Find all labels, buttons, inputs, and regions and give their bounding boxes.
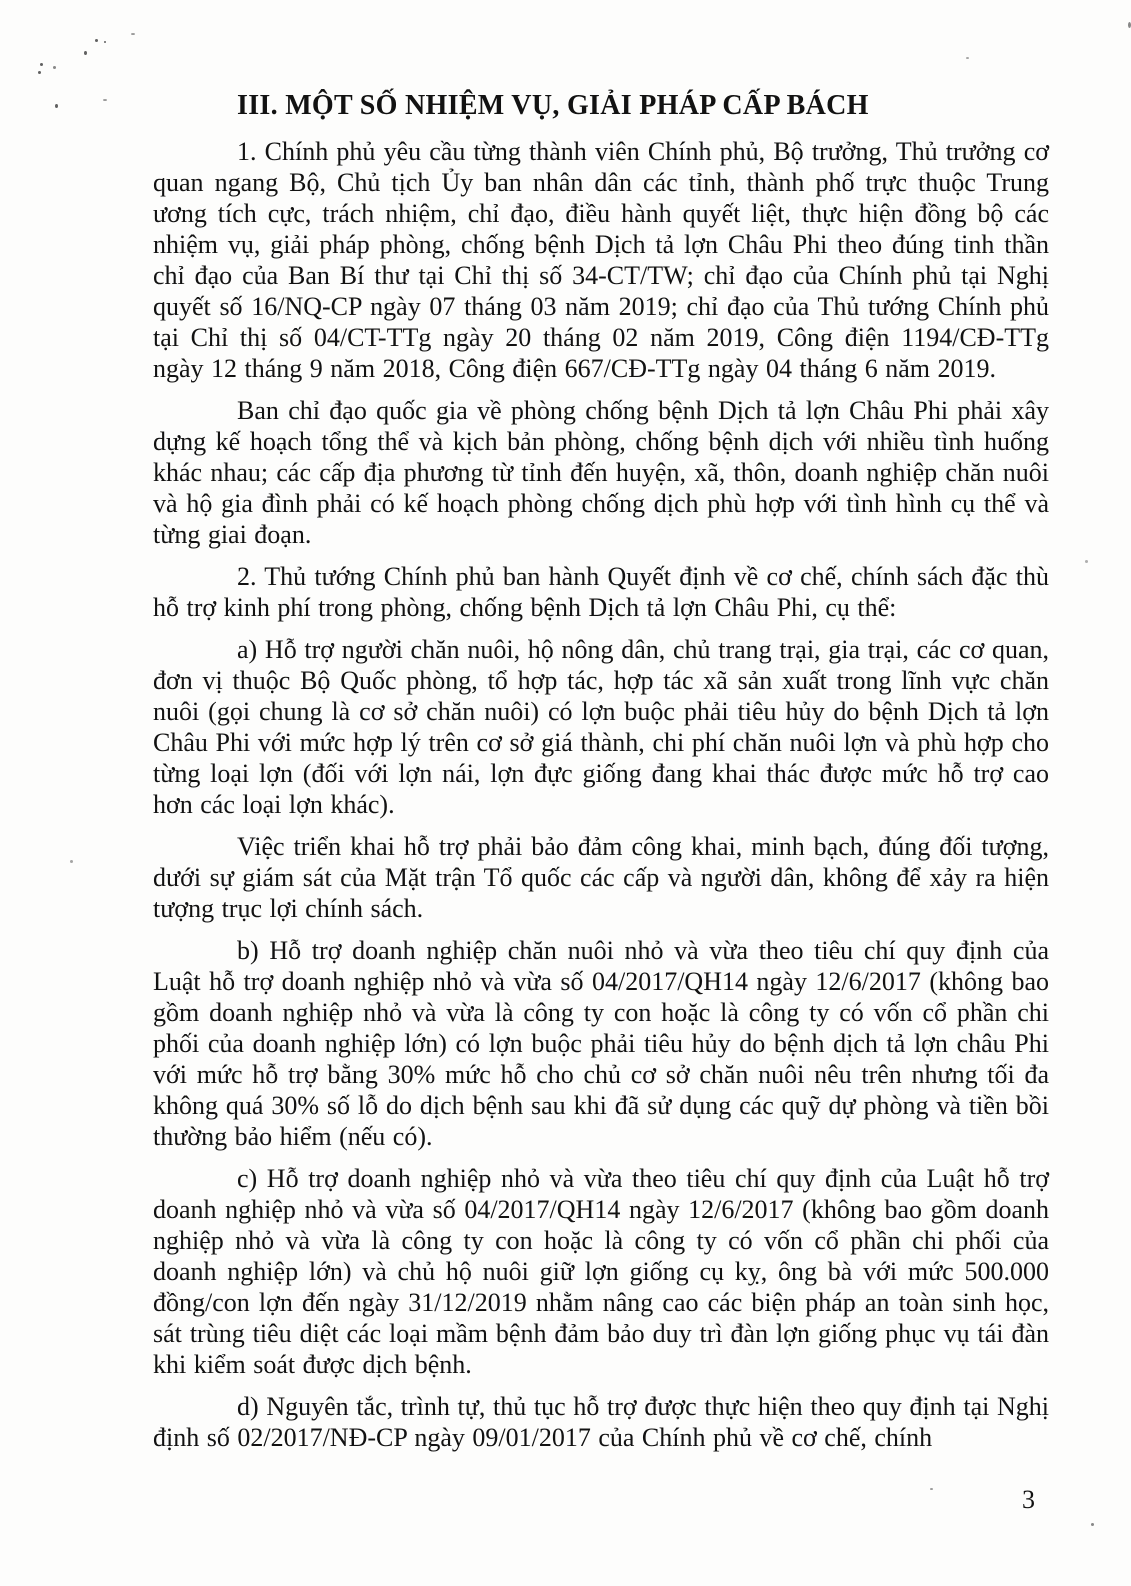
paragraph-5: Việc triển khai hỗ trợ phải bảo đảm công khai, minh bạch, đúng đối tượng, dưới sự giám sát của Mặt trận Tổ quốc các cấp và người dân, không để xảy ra hiện tượng trục lợi chính sách. bbox=[153, 832, 1049, 923]
paragraph-3: 2. Thủ tướng Chính phủ ban hành Quyết định về cơ chế, chính sách đặc thù hỗ trợ kinh phí trong phòng, chống bệnh Dịch tả lợn Châu Phi, cụ thể: bbox=[153, 562, 1049, 622]
scan-speckle bbox=[1085, 560, 1088, 563]
scan-speckle bbox=[53, 66, 56, 69]
page-number: 3 bbox=[1022, 1485, 1035, 1514]
scan-speckle bbox=[103, 99, 107, 101]
scan-speckle bbox=[1091, 1523, 1094, 1526]
scan-speckle bbox=[84, 51, 87, 55]
paragraph-6: b) Hỗ trợ doanh nghiệp chăn nuôi nhỏ và vừa theo tiêu chí quy định của Luật hỗ trợ doanh nghiệp nhỏ và vừa số 04/2017/QH14 ngày 12/6/2017 (không bao gồm doanh nghiệp nhỏ và vừa là công ty con hoặc là công ty có vốn cổ phần chi phối của doanh nghiệp lớn) có lợn buộc phải tiêu hủy do bệnh dịch tả lợn châu Phi với mức hỗ trợ bằng 30% mức hỗ cho chủ cơ sở chăn nuôi nêu trên nhưng tối đa không quá 30% số lỗ do dịch bệnh sau khi đã sử dụng các quỹ dự phòng và tiền bồi thường bảo hiểm (nếu có). bbox=[153, 936, 1049, 1151]
scan-speckle bbox=[131, 33, 135, 35]
scan-speckle bbox=[40, 63, 43, 66]
paragraph-2: Ban chỉ đạo quốc gia về phòng chống bệnh Dịch tả lợn Châu Phi phải xây dựng kế hoạch tổng thể và kịch bản phòng, chống bệnh dịch với nhiều tình huống khác nhau; các cấp địa phương từ tỉnh đến huyện, xã, thôn, doanh nghiệp chăn nuôi và hộ gia đình phải có kế hoạch phòng chống dịch phù hợp với tình hình cụ thể và từng giai đoạn. bbox=[153, 396, 1049, 549]
section-heading: III. MỘT SỐ NHIỆM VỤ, GIẢI PHÁP CẤP BÁCH bbox=[237, 90, 869, 121]
paragraph-1: 1. Chính phủ yêu cầu từng thành viên Chính phủ, Bộ trưởng, Thủ trưởng cơ quan ngang Bộ, Chủ tịch Ủy ban nhân dân các tỉnh, thành phố trực thuộc Trung ương tích cực, trách nhiệm, chỉ đạo, điều hành quyết liệt, thực hiện đồng bộ các nhiệm vụ, giải pháp phòng, chống bệnh Dịch tả lợn Châu Phi theo đúng tinh thần chỉ đạo của Ban Bí thư tại Chỉ thị số 34-CT/TW; chỉ đạo của Chính phủ tại Nghị quyết số 16/NQ-CP ngày 07 tháng 03 năm 2019; chỉ đạo của Thủ tướng Chính phủ tại Chỉ thị số 04/CT-TTg ngày 20 tháng 02 năm 2019, Công điện 1194/CĐ-TTg ngày 12 tháng 9 năm 2018, Công điện 667/CĐ-TTg ngày 04 tháng 6 năm 2019. bbox=[153, 137, 1049, 383]
paragraph-4: a) Hỗ trợ người chăn nuôi, hộ nông dân, chủ trang trại, gia trại, các cơ quan, đơn vị thuộc Bộ Quốc phòng, tổ hợp tác, hợp tác xã sản xuất trong lĩnh vực chăn nuôi (gọi chung là cơ sở chăn nuôi) có lợn buộc phải tiêu hủy do bệnh Dịch tả lợn Châu Phi với mức hợp lý trên cơ sở giá thành, chi phí chăn nuôi lợn và phù hợp cho từng loại lợn (đối với lợn nái, lợn đực giống đang khai thác được mức hỗ trợ cao hơn các loại lợn khác). bbox=[153, 635, 1049, 819]
scan-speckle bbox=[38, 71, 41, 74]
paragraph-8: d) Nguyên tắc, trình tự, thủ tục hỗ trợ được thực hiện theo quy định tại Nghị định số 02/2017/NĐ-CP ngày 09/01/2017 của Chính phủ về cơ chế, chính bbox=[153, 1392, 1049, 1452]
scan-speckle bbox=[55, 104, 58, 108]
document-body bbox=[153, 90, 1049, 1464]
paragraph-7: c) Hỗ trợ doanh nghiệp nhỏ và vừa theo tiêu chí quy định của Luật hỗ trợ doanh nghiệp nhỏ và vừa số 04/2017/QH14 ngày 12/6/2017 (không bao gồm doanh nghiệp nhỏ và vừa là công ty con hoặc là công ty có vốn cổ phần chi phối của doanh nghiệp lớn) và chủ hộ nuôi giữ lợn giống cụ kỵ, ông bà với mức 500.000 đồng/con lợn đến ngày 31/12/2019 nhằm nâng cao các biện pháp an toàn sinh học, sát trùng tiêu diệt các loại mầm bệnh đảm bảo duy trì đàn lợn giống phục vụ tái đàn khi kiểm soát được dịch bệnh. bbox=[153, 1164, 1049, 1379]
scan-speckle bbox=[104, 41, 106, 43]
scan-speckle bbox=[95, 39, 98, 42]
scan-speckle bbox=[966, 57, 969, 59]
scan-speckle bbox=[70, 860, 73, 863]
scan-speckle bbox=[930, 1488, 933, 1490]
